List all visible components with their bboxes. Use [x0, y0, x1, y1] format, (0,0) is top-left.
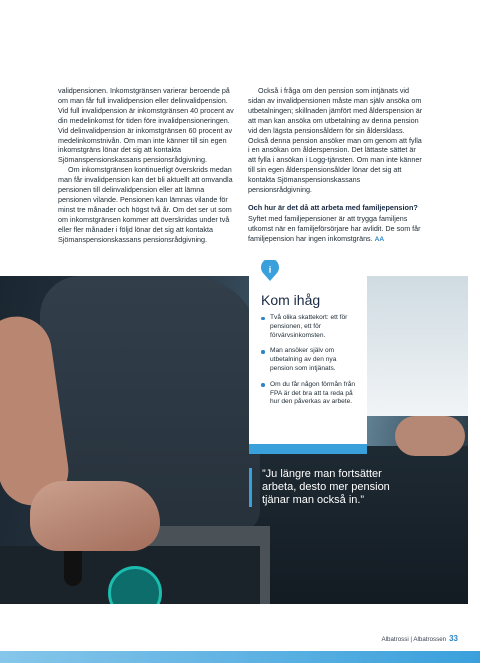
body-paragraph-text: Syftet med familjepensioner är att trygga familjens utkomst när en familjeförsörjare har avlidit. De som får familjepension har ingen inkomstgräns.	[248, 213, 421, 243]
article-column-left	[58, 86, 234, 245]
footer-band	[0, 651, 480, 663]
list-item: Man ansöker själv om utbetalning av den nya pension som intjänats.	[261, 347, 361, 373]
body-paragraph: validpensionen. Inkomstgränsen varierar beroende på om man får full invalidpension eller delinvalidpension. Vid full invalidpension är inkomstgränsen 40 procent av din medelinkomst för tiden före invalidpensioneringen. Vid delinvalidpension är inkomstgränsen 60 procent av medelinkomstnivån. Om man inte känner till sin egen inkomstgräns lönar det sig att kontakta Sjömanspensionskassans pensionsrådgivning.	[58, 86, 234, 165]
bridge-photo	[0, 276, 468, 604]
remember-list	[261, 314, 361, 414]
list-item: Om du får någon förmån från FPA är det bra att ta reda på hur den påverkas av arbete.	[261, 381, 361, 407]
remember-box-stripe	[249, 444, 367, 454]
photo-hand	[30, 481, 160, 551]
page-number: 33	[449, 634, 458, 643]
remember-box	[249, 264, 367, 444]
list-item: Två olika skattekort: ett för pensionen, ett för förvärvsinkomsten.	[261, 314, 361, 340]
pull-quote: ”Ju längre man fortsätter arbeta, desto mer pension tjänar man också in.”	[249, 468, 392, 507]
section-heading: Och hur är det då att arbeta med familjepension?	[248, 202, 418, 212]
page-footer	[382, 634, 458, 643]
article-column-right	[248, 86, 424, 245]
magazine-name: Albatrossi | Albatrossen	[381, 636, 447, 643]
end-mark: AA	[374, 235, 385, 243]
photo-right-hand	[395, 416, 465, 456]
body-paragraph: Också i fråga om den pension som intjänats vid sidan av invalidpensionen måste man själv ansöka om utbetalningen; skillnaden jämfört med ålderspension är att man kan ansöka om utbetalning av denna pension vid den lägsta pensionsåldern för sin åldersklass. Också denna pension ansöker man om genom att fylla i en ansökan om ålderspension. Det lättaste sättet är att fylla i ansökan i Logg-tjänsten. Om man inte känner till sin egen ålderspensionsålder lönar det sig att kontakta Sjömanspensionskassans pensionsrådgivning.	[248, 86, 423, 195]
svg-text:i: i	[268, 264, 272, 275]
body-paragraph: Om inkomstgränsen kontinuerligt överskrids medan man får invalidpension kan det bli aktuellt att omvandla pensionen till delinvalidpension eller att lämna pensionen vilande. Pensionen kan lämnas vilande för minst tre månader och högst två år. Om det ser ut som om inkomstgränsen kommer att överskridas under två eller fler månader i följd lönar det sig att kontakta Sjömanspensionskassans pensionsrådgivning.	[58, 165, 233, 244]
remember-title: Kom ihåg	[261, 292, 321, 308]
info-icon	[261, 260, 279, 282]
body-paragraph	[248, 214, 424, 245]
